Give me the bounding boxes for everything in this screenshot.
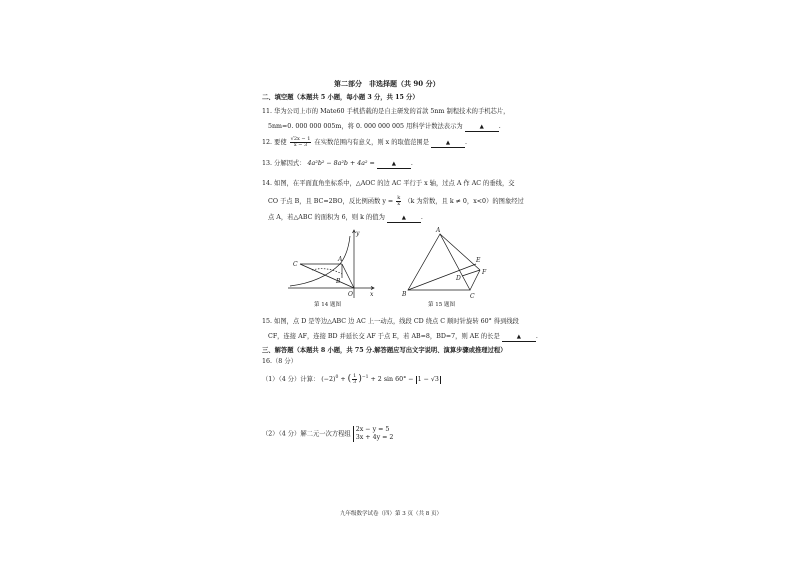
fig15-segment-af xyxy=(440,234,480,270)
fig14-caption: 第 14 题图 xyxy=(314,302,341,308)
q12-fraction xyxy=(290,137,312,148)
q14-fraction xyxy=(396,196,401,207)
q15-answer-blank[interactable]: ▲ xyxy=(502,335,536,342)
fig15-segment-be xyxy=(408,264,476,290)
q16-1-frac-den: 3 xyxy=(353,379,357,385)
fig14-label-b: B xyxy=(336,278,341,285)
q15-line1: 15. 如图，点 D 是等边△ABC 边 AC 上一动点，线段 CD 绕点 C 顺时针旋转 60° 得到线段 xyxy=(262,318,519,325)
fig15-caption: 第 15 题图 xyxy=(428,302,455,308)
q16-heading: 16.（8 分） xyxy=(262,358,297,365)
q14-line3: 点 A，若△ABC 的面积为 6，则 k 的值为 ▲ . xyxy=(268,214,423,221)
q14-denominator: x xyxy=(397,201,401,207)
fig15-label-e: E xyxy=(476,257,481,264)
q16-1-frac-num: 1 xyxy=(353,373,357,379)
q16-1-plus: + xyxy=(340,376,346,383)
fig14-label-y: y xyxy=(356,230,360,237)
q12-suffix: 在实数范围内有意义，则 x 的取值范围是 xyxy=(314,139,430,146)
figure-14 xyxy=(282,226,382,302)
q16-1-term-c: + 2 sin 60° − xyxy=(370,376,414,383)
fig14-segment-ao xyxy=(342,264,354,288)
fig14-label-c: C xyxy=(293,261,298,268)
q11-text: 5nm=0. 000 000 005m，将 0. 000 000 005 用科学计数法表示为 xyxy=(268,123,463,130)
figure-15 xyxy=(396,226,496,302)
q14-line2 xyxy=(268,196,524,207)
fig15-label-b: B xyxy=(402,291,407,298)
q15-text: CF，连接 AF，连接 BD 并延长交 AF 于点 E，若 AB=8，BD=7，则 AE 的长是 xyxy=(268,333,500,340)
q12-numerator: √2x − 1 xyxy=(290,136,311,142)
q13-prefix: 13. 分解因式： xyxy=(262,160,306,167)
q12: 12. 要使 $\frac{√2x - 1}{x - 3}$ 在实数范围内有意义，则 x 的取值范围是 ▲ . xyxy=(262,136,468,148)
fig14-label-a: A xyxy=(338,256,343,263)
fig15-label-a: A xyxy=(436,227,441,234)
q12-denominator: x − 3 xyxy=(293,142,308,148)
fig15-label-d: D xyxy=(456,275,461,282)
q16-2-prefix: （2）（4 分）解二元一次方程组 xyxy=(262,430,351,438)
q11-line1: 11. 华为公司上市的 Mate60 手机搭载的是自主研发的首款 5nm 制程技术的手机芯片， xyxy=(262,108,510,115)
q16-part2 xyxy=(262,426,393,442)
q16-1-fraction xyxy=(352,374,357,385)
q13-expression: 4a²b² − 8a²b + 4a² = xyxy=(307,160,375,167)
q16-1-abs: 1 − √3 xyxy=(417,376,439,383)
q13: 13. 分解因式： 4a²b² − 8a²b + 4a² = ▲ . xyxy=(262,160,413,167)
q13-answer-blank[interactable]: ▲ xyxy=(377,162,411,169)
q16-2-eq1: 2x − y = 5 xyxy=(355,426,390,433)
q14-line3-text: 点 A，若△ABC 的面积为 6，则 k 的值为 xyxy=(268,214,385,221)
fig14-label-o: O xyxy=(348,291,353,298)
q16-1-prefix: （1）（4 分）计算： xyxy=(262,376,320,383)
fig15-label-f: F xyxy=(482,269,487,276)
q12-answer-blank[interactable]: ▲ xyxy=(431,141,465,148)
fig14-label-x: x xyxy=(370,291,374,298)
q11-line2: 5nm=0. 000 000 005m，将 0. 000 000 005 用科学计数法表示为 ▲ . xyxy=(268,123,501,130)
q16-part1: （1）（4 分）计算： $(-2)^0$ + ( $\frac{1}{3}$ )$^{-1}$ + 2 sin 60° − 1 − √3 xyxy=(262,373,439,385)
fill-in-heading: 二、填空题（本题共 5 小题，每小题 3 分，共 15 分） xyxy=(262,94,419,101)
q14-line2-b: （k 为常数，且 k ≠ 0，x<0）的图象经过 xyxy=(404,198,524,205)
fig14-segment-co xyxy=(300,264,354,288)
q16-1-term-a: (−2) xyxy=(321,376,336,383)
q16-1-exp-b: −1 xyxy=(361,374,369,380)
q12-prefix: 12. 要使 xyxy=(262,139,287,146)
solve-heading: 三、解答题（本题共 8 小题，共 75 分.解答题应写出文字说明、演算步骤或推理过程） xyxy=(262,347,507,354)
q16-2-eq2: 3x + 4y = 2 xyxy=(355,433,394,441)
fig15-label-c: C xyxy=(470,293,475,300)
q16-2-system xyxy=(353,426,394,442)
q14-line2-a: CO 于点 B，且 BC=2BO，反比例函数 y = xyxy=(268,198,394,205)
section-title: 第二部分 非选择题（共 90 分） xyxy=(334,79,440,88)
q16-1-exp-a: 0 xyxy=(335,374,339,380)
page-footer: 九年级数学试卷（四）第 3 页（共 8 页） xyxy=(340,511,442,517)
q14-line1: 14. 如图，在平面直角坐标系中，△AOC 的边 AC 平行于 x 轴，过点 A 作 AC 的垂线，交 xyxy=(262,180,515,187)
q15-line2: CF，连接 AF，连接 BD 并延长交 AF 于点 E，若 AB=8，BD=7，则 AE 的长是 ▲ . xyxy=(268,333,538,340)
q14-numerator: k xyxy=(397,195,401,201)
q14-answer-blank[interactable]: ▲ xyxy=(387,216,421,223)
q11-answer-blank[interactable]: ▲ xyxy=(465,125,499,132)
